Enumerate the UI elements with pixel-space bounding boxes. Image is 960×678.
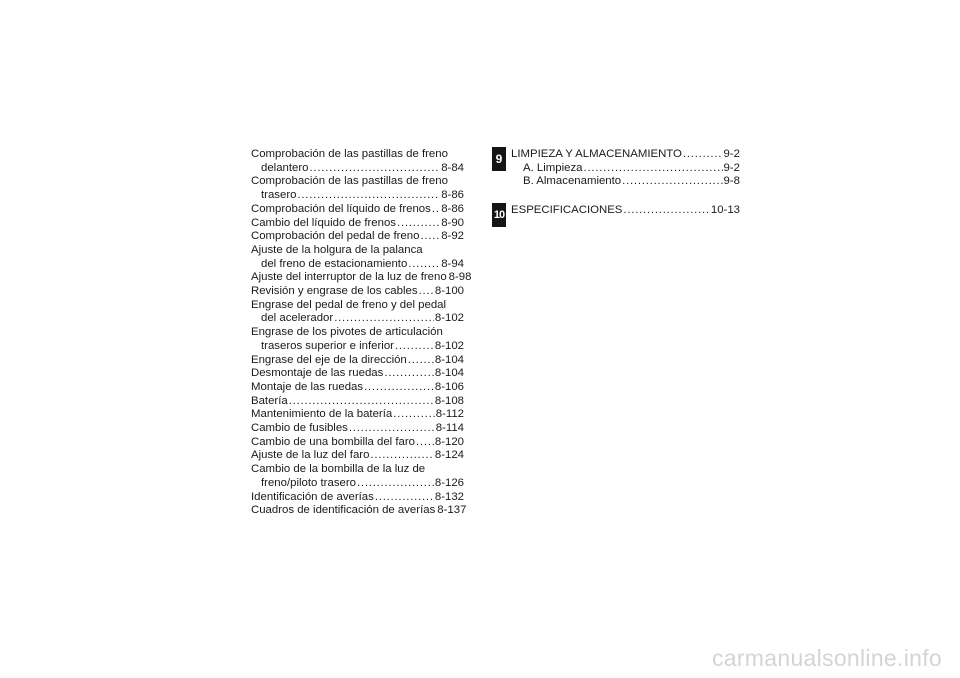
toc-entry[interactable] xyxy=(251,354,464,368)
chapter-9-section xyxy=(495,148,740,189)
dot-leader xyxy=(408,258,440,272)
page-number: 8-84 xyxy=(441,161,464,174)
toc-entry-label: Montaje de las ruedas xyxy=(251,380,364,393)
chapter-9-tab[interactable]: 9 xyxy=(492,147,506,171)
subitem-label: A. Limpieza xyxy=(523,161,583,174)
toc-entry[interactable] xyxy=(251,381,464,395)
page-number: 8-100 xyxy=(434,285,464,298)
dot-leader xyxy=(395,340,434,354)
page-number: 8-94 xyxy=(441,257,464,270)
dot-leader xyxy=(419,285,434,299)
toc-entry-continuation: delantero xyxy=(261,161,309,174)
toc-entry-label: Comprobación de las pastillas de freno xyxy=(251,148,448,160)
toc-entry-continuation: del acelerador xyxy=(261,312,334,325)
page-number: 8-90 xyxy=(441,216,464,229)
dot-leader xyxy=(364,381,434,395)
dot-leader xyxy=(357,477,434,491)
toc-entry[interactable] xyxy=(251,463,464,490)
toc-entry-label: Identificación de averías xyxy=(251,490,374,503)
page-number: 8-102 xyxy=(434,312,464,325)
page-number: 8-108 xyxy=(434,394,464,407)
page-number: 8-104 xyxy=(434,367,464,380)
chapter-9-title: LIMPIEZA Y ALMACENAMIENTO xyxy=(511,148,682,160)
page-number: 8-104 xyxy=(434,353,464,366)
toc-entry[interactable] xyxy=(251,299,464,326)
toc-entry[interactable] xyxy=(251,148,464,175)
chapter-10-tab[interactable]: 10 xyxy=(492,203,506,227)
toc-entry-label: Engrase del pedal de freno y del pedal xyxy=(251,298,447,311)
toc-entry-label: Comprobación de las pastillas de freno xyxy=(251,175,448,188)
toc-entry[interactable] xyxy=(251,367,464,381)
page-number: 10-13 xyxy=(710,204,740,216)
page-number: 8-126 xyxy=(434,476,464,489)
dot-leader xyxy=(408,354,434,368)
chapter-10-section xyxy=(511,204,740,218)
dot-leader xyxy=(683,148,723,162)
toc-entry[interactable] xyxy=(251,504,467,518)
toc-entry[interactable] xyxy=(251,230,464,244)
toc-entry-continuation: del freno de estacionamiento xyxy=(261,257,408,270)
page-number: 9-8 xyxy=(723,175,740,188)
watermark-text: carmanualsonline.info xyxy=(711,645,942,671)
dot-leader xyxy=(297,189,440,203)
dot-leader xyxy=(375,491,434,505)
toc-entry[interactable] xyxy=(251,491,464,505)
toc-entry[interactable] xyxy=(251,449,464,463)
toc-entry[interactable] xyxy=(251,285,464,299)
dot-leader xyxy=(384,367,434,381)
subitem-label: B. Almacenamiento xyxy=(523,175,622,188)
toc-entry[interactable] xyxy=(251,175,464,202)
toc-entry[interactable] xyxy=(251,422,464,436)
toc-entry-label: Mantenimiento de la batería xyxy=(251,408,393,421)
toc-entry-label: Comprobación del pedal de freno xyxy=(251,230,420,243)
dot-leader xyxy=(393,408,434,422)
toc-entry-label: Ajuste de la luz del faro xyxy=(251,449,370,462)
toc-entry-label: Cambio del líquido de frenos xyxy=(251,216,397,229)
page-number: 8-102 xyxy=(434,339,464,352)
dot-leader xyxy=(416,436,434,450)
toc-entry-label: Comprobación del líquido de frenos xyxy=(251,202,431,215)
dot-leader xyxy=(289,395,434,409)
toc-entry[interactable] xyxy=(251,326,464,353)
page-number: 8-124 xyxy=(434,449,464,462)
page-number: 8-114 xyxy=(435,422,464,435)
dot-leader xyxy=(397,217,440,231)
page-number: 8-137 xyxy=(437,504,467,517)
toc-left-column xyxy=(251,148,472,518)
dot-leader xyxy=(370,449,433,463)
toc-entry[interactable] xyxy=(251,217,464,231)
toc-entry[interactable] xyxy=(251,271,472,285)
page-number: 8-106 xyxy=(434,380,464,393)
dot-leader xyxy=(584,162,723,176)
page-number: 8-98 xyxy=(448,271,472,284)
toc-subitem[interactable] xyxy=(511,175,740,189)
dot-leader xyxy=(623,204,709,218)
dot-leader xyxy=(622,175,722,189)
toc-entry-continuation: freno/piloto trasero xyxy=(261,476,356,489)
toc-entry-label: Revisión y engrase de los cables xyxy=(251,285,418,298)
dot-leader xyxy=(420,230,440,244)
chapter-10-title-row[interactable] xyxy=(511,204,740,218)
toc-entry-label: Engrase de los pivotes de articulación xyxy=(251,326,443,339)
page-number: 8-92 xyxy=(441,230,464,243)
page-number: 8-86 xyxy=(441,189,464,202)
toc-entry[interactable] xyxy=(251,244,464,271)
toc-entry[interactable] xyxy=(251,408,464,422)
page-number: 8-132 xyxy=(434,490,464,503)
toc-entry-label: Ajuste del interruptor de la luz de freno xyxy=(251,271,447,284)
toc-entry[interactable] xyxy=(251,203,464,217)
page-number: 9-2 xyxy=(723,161,740,174)
toc-entry[interactable] xyxy=(251,395,464,409)
dot-leader xyxy=(349,422,435,436)
toc-entry-label: Cuadros de identificación de averías xyxy=(251,504,436,517)
toc-entry-label: Batería xyxy=(251,394,288,407)
dot-leader xyxy=(432,203,440,217)
dot-leader xyxy=(334,312,434,326)
toc-entry-continuation: traseros superior e inferior xyxy=(261,339,394,352)
toc-entry-label: Cambio de la bombilla de la luz de xyxy=(251,463,426,476)
page-number: 8-112 xyxy=(435,408,464,421)
toc-entry[interactable] xyxy=(251,436,464,450)
chapter-9-title-row[interactable] xyxy=(511,148,740,162)
chapter-10-title: ESPECIFICACIONES xyxy=(511,204,623,216)
dot-leader xyxy=(310,162,441,176)
toc-entry-label: Ajuste de la holgura de la palanca xyxy=(251,243,423,256)
toc-entry-label: Cambio de una bombilla del faro xyxy=(251,435,415,448)
toc-subitem[interactable] xyxy=(511,162,740,176)
toc-entry-label: Engrase del eje de la dirección xyxy=(251,353,407,366)
page-number: 9-2 xyxy=(723,148,740,160)
page-number: 8-86 xyxy=(441,202,464,215)
toc-entry-label: Cambio de fusibles xyxy=(251,422,348,435)
toc-entry-continuation: trasero xyxy=(261,189,297,202)
toc-entry-label: Desmontaje de las ruedas xyxy=(251,367,384,380)
page-number: 8-120 xyxy=(434,435,464,448)
